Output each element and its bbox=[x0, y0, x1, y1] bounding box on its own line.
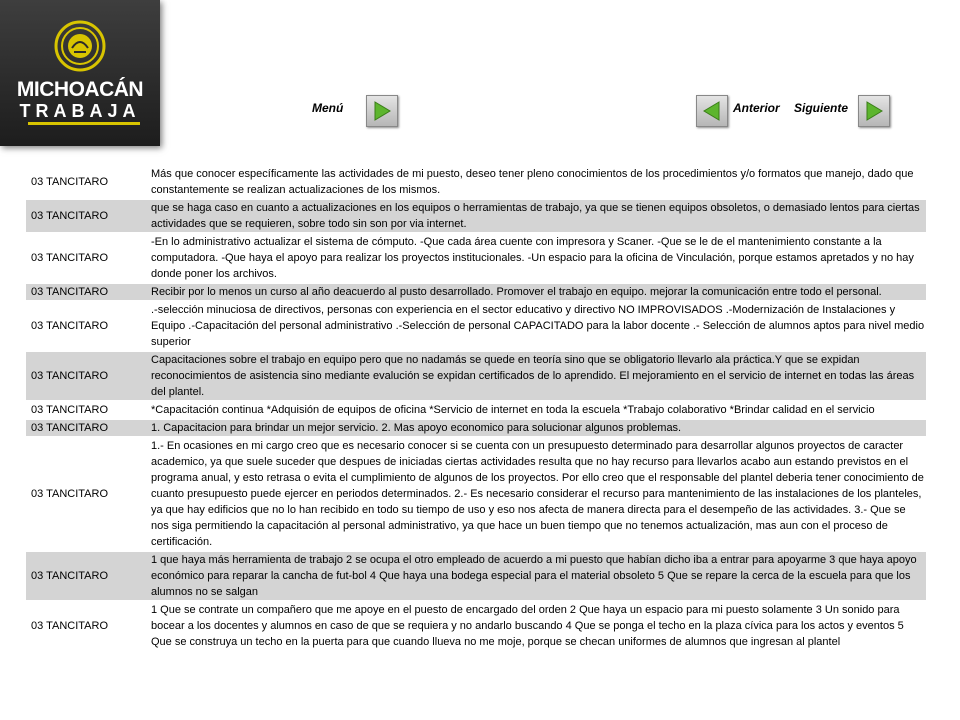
table-row bbox=[26, 283, 926, 301]
previous-button[interactable] bbox=[696, 95, 728, 127]
location-cell: 03 TANCITARO bbox=[26, 419, 149, 437]
location-cell: 03 TANCITARO bbox=[31, 176, 109, 188]
next-label[interactable]: Siguiente bbox=[794, 101, 849, 115]
arrow-right-icon bbox=[372, 101, 392, 121]
response-cell: *Capacitación continua *Adquisión de equipos de oficina *Servicio de internet en toda la escuela *Trabajo colaborativo *Brindar calidad en el servicio bbox=[149, 401, 926, 419]
response-cell: que se haga caso en cuanto a actualizaciones en los equipos o herramientas de trabajo, ya que se tienen equipos obsoletos, o demasiado lentos para ciertas actividades que se requieren, sobre todo sin son por via internet. bbox=[149, 199, 926, 233]
response-cell: 1.- En ocasiones en mi cargo creo que es necesario conocer si se cuenta con un presupuesto determinado para desarrollar algunos proyectos de caracter academico, ya que suele suceder que despues de iniciadas ciertas actividades resulta que no hay recurso para llevarlos acabo aun estando previstos en el programa anual, y esto retrasa o evita el cumplimiento de algunos de los proyectos. Por ello creo que el responsable del plantel deberia tener conocimiento de cuanto presupuesto puede ejercer en periodos determinados. 2.- Es necesario considerar el recurso para mantenimiento de las instalaciones de los planteles, ya que hay edificios que no lo han recibido en todo su tiempo de uso y eso nos afecta de manera directa para el desempeño de las actividades. 3.- Que se nos siga permitiendo la capacitación al personal administrativo, ya que hace un buen tiempo que no tenemos actualización, mas aun con el proceso de certificación. bbox=[149, 437, 926, 551]
brand-underline bbox=[28, 122, 140, 125]
table-row bbox=[26, 437, 926, 551]
location-cell: 03 TANCITARO bbox=[26, 351, 149, 401]
location-cell: 03 TANCITARO bbox=[26, 301, 149, 351]
menu-button[interactable] bbox=[366, 95, 398, 127]
response-cell: Capacitaciones sobre el trabajo en equipo pero que no nadamás se quede en teoría sino que se obligatorio llevarlo ala práctica.Y que se expidan reconocimientos de asistencia sino mediante evalución se expidan certificados de lo aprendido. El mejoramiento en el servicio de internet en todas las áreas del plantel. bbox=[149, 351, 926, 401]
location-cell: 03 TANCITARO bbox=[26, 283, 149, 301]
location-cell: 03 TANCITARO bbox=[26, 551, 149, 601]
top-navigation bbox=[160, 0, 960, 146]
state-emblem-icon bbox=[54, 18, 106, 74]
location-cell: 03 TANCITARO bbox=[26, 199, 149, 233]
location-cell: 03 TANCITARO bbox=[26, 601, 149, 650]
table-row bbox=[26, 199, 926, 233]
response-cell: Recibir por lo menos un curso al año deacuerdo al pusto desarrollado. Promover el trabajo en equipo. mejorar la comunicación entre todo el personal. bbox=[149, 283, 926, 301]
logo-panel bbox=[0, 0, 160, 146]
table-row bbox=[26, 551, 926, 601]
response-cell: 1 Que se contrate un compañero que me apoye en el puesto de encargado del orden 2 Que haya un espacio para mi puesto solamente 3 Un sonido para bocear a los docentes y alumnos en caso de que se requiera y no andarlo buscando 4 Que se ponga el techo en la plaza cívica para los actos y eventos 5 Que se construya un techo en la puerta para que cuando llueva no me moje, porque se checan uniformes de alumnos que ingresan al plantel bbox=[149, 601, 926, 650]
response-cell: .-selección minuciosa de directivos, personas con experiencia en el sector educativo y directivo NO IMPROVISADOS .-Modernización de Instalaciones y Equipo .-Capacitación del personal administrativo .-Selección de personal CAPACITADO para la labor docente .- Selección de alumnos aptos para nivel medio superior bbox=[149, 301, 926, 351]
table-row bbox=[26, 351, 926, 401]
location-cell: 03 TANCITARO bbox=[26, 401, 149, 419]
brand-name: MICHOACÁN bbox=[16, 78, 144, 101]
menu-label: Menú bbox=[312, 101, 344, 115]
previous-label[interactable]: Anterior bbox=[733, 101, 780, 115]
responses-table bbox=[26, 166, 926, 650]
table-row bbox=[26, 301, 926, 351]
brand-tagline: TRABAJA bbox=[19, 101, 141, 121]
table-row bbox=[26, 166, 926, 199]
table-row bbox=[26, 419, 926, 437]
location-cell: 03 TANCITARO bbox=[26, 437, 149, 551]
table-row bbox=[26, 601, 926, 650]
response-cell: Más que conocer específicamente las actividades de mi puesto, deseo tener pleno conocimientos de los procedimientos y/o formatos que manejo, dado que constantemente se realizan actualizaciones de los mismos. bbox=[151, 168, 914, 196]
table-row bbox=[26, 233, 926, 283]
table-row bbox=[26, 401, 926, 419]
next-button[interactable] bbox=[858, 95, 890, 127]
arrow-right-icon bbox=[864, 101, 884, 121]
response-cell: 1 que haya más herramienta de trabajo 2 se ocupa el otro empleado de acuerdo a mi puesto que habían dicho iba a entrar para apoyarme 3 que haya apoyo económico para reparar la cancha de fut-bol 4 Que haya una bodega especial para el material obsoleto 5 Que se repare la cerca de la escuela para que los alumnos no se salgan bbox=[149, 551, 926, 601]
response-cell: -En lo administrativo actualizar el sistema de cómputo. -Que cada área cuente con impresora y Scaner. -Que se le de el mantenimiento constante a la computadora. -Que haya el apoyo para realizar los proyectos institucionales. -Un espacio para la oficina de Vinculación, porque estamos apretados y no hay donde poner los archivos. bbox=[149, 233, 926, 283]
response-cell: 1. Capacitacion para brindar un mejor servicio. 2. Mas apoyo economico para solucionar algunos problemas. bbox=[149, 419, 926, 437]
arrow-left-icon bbox=[702, 101, 722, 121]
location-cell: 03 TANCITARO bbox=[26, 233, 149, 283]
